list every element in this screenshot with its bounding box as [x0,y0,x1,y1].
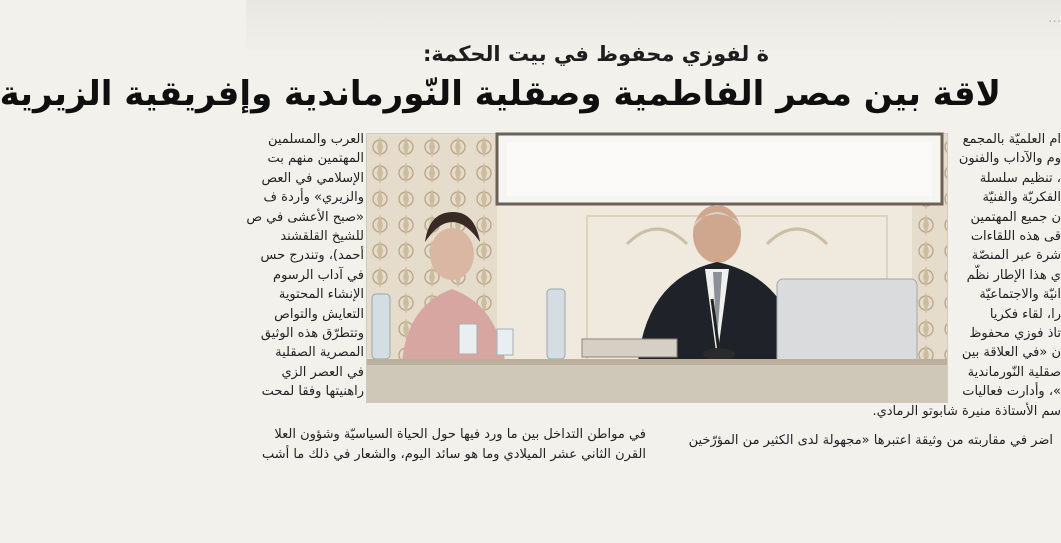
right-column-line: ام العلميّة بالمجمع [962,132,1061,147]
conference-table [367,359,947,402]
glass [459,324,477,354]
left-column-line: الإسلامي في العص [261,170,364,186]
right-column-line: سم الأستاذة منيرة شابوتو الرمادي. [872,403,1061,419]
notebook [582,339,677,357]
glass [497,329,513,355]
right-column-line: صقلية النّورماندية [967,364,1061,380]
left-column-line: في العصر الزي [281,364,364,380]
left-column-line: الإنشاء المحتوية [278,287,364,303]
left-column-line: للشيخ القلقشند [280,229,364,245]
water-bottle [547,289,565,359]
right-column-line: ي هذا الإطار نظّم [966,267,1061,283]
faded-previous-text: … [246,0,1061,50]
right-column-line: الفكريّة والفنيّة [982,190,1061,206]
right-column-line: شرة عبر المنصّة [971,248,1061,264]
right-column-line: ، تنظيم سلسلة [979,170,1061,186]
right-column-line: وم والآداب والفنون [958,151,1061,167]
woman-head [430,228,474,280]
left-column-line: والزيري» وأردة ف [263,190,364,206]
left-column-line: العرب والمسلمين [268,132,364,147]
left-column-line: المصرية الصقلية [275,345,364,361]
right-column-line: را، لقاء فكريا [989,306,1061,322]
right-column-line: ن جميع المهتمين [970,209,1061,225]
left-column-line: وتتطرّق هذه الوثيق [260,326,364,342]
right-text-column [872,130,1061,440]
left-column-line: في آداب الرسوم [273,267,364,283]
left-column-line: «صبح الأعشى في ص [246,209,364,225]
bottom-left-line: القرن الثاني عشر الميلادي وما هو سائد اليوم، والشعار في ذلك ما أشب [261,447,646,462]
right-column-line: تاذ فوزي محفوظ [969,326,1061,342]
photo-illustration [367,134,947,402]
bottom-left-line: في مواطن التداخل بين ما ورد فيها حول الحياة السياسيّة وشؤون العلا [274,427,646,442]
bottom-left-block [251,425,646,465]
event-photo [366,133,948,403]
left-text-column [246,130,364,400]
right-column-line: ن «في العلاقة بين [961,345,1061,361]
laptop [777,279,917,364]
left-column-line: أحمد)، وتندرج حس [260,248,364,264]
left-column-line: راهنيتها وفقا لمحت [261,384,364,400]
right-column-line: انيّة والاجتماعيّة [979,287,1061,303]
left-column-line: المهتمين منهم بت [267,151,364,167]
article-headline: لاقة بين مصر الفاطمية وصقلية النّورماندية وإفريقية الزيرية [0,74,1001,114]
right-column-line: قى هذه اللقاءات [970,229,1061,245]
article-kicker: ة لفوزي محفوظ في بيت الحكمة: [422,42,769,66]
bottom-right-line: اضر في مقاربته من وثيقة اعتبرها «مجهولة لدى الكثير من المؤرّخين [688,433,1053,448]
screen-surface [507,142,932,196]
microphone-base [703,348,735,360]
right-column-line: »، وأدارت فعاليات [962,384,1061,400]
water-bottle [372,294,390,359]
left-column-line: التعايش والتواص [274,306,364,322]
